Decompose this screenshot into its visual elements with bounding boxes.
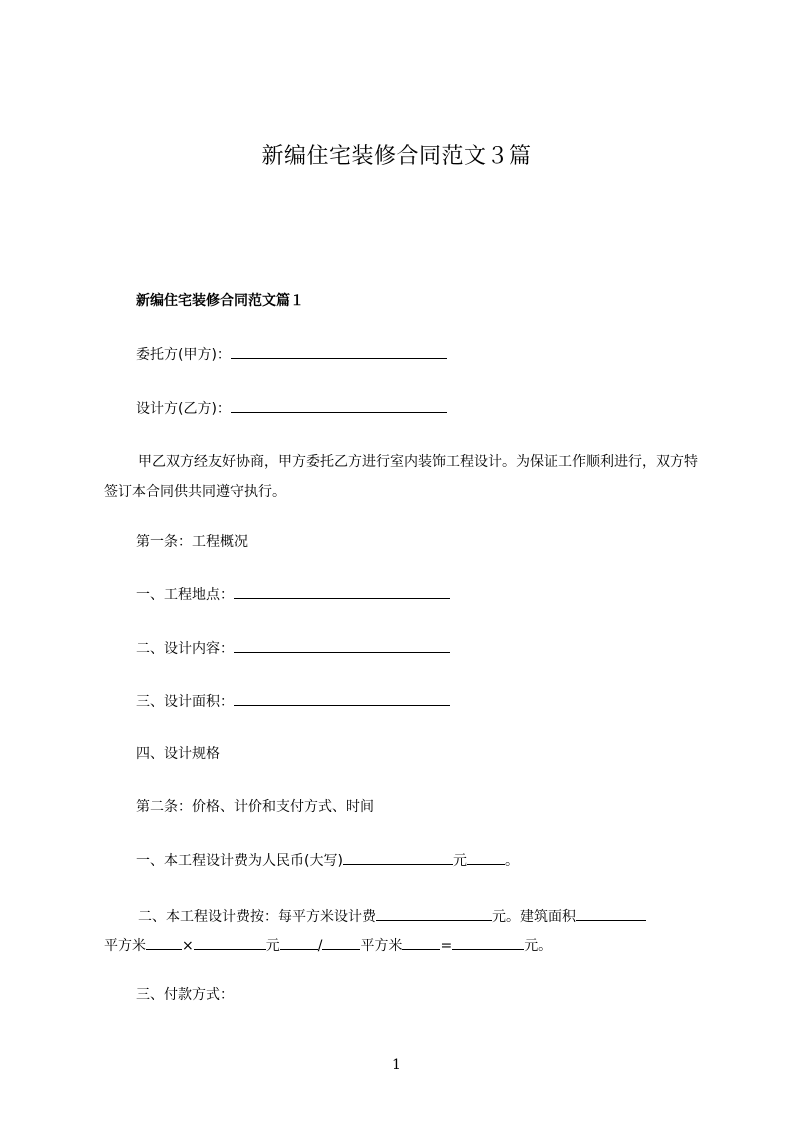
fee-amount-blank[interactable] — [343, 850, 453, 865]
fee-unit: 元 — [452, 853, 467, 869]
calc-times: × — [182, 938, 194, 954]
fee-end: 。 — [504, 853, 519, 869]
content-line — [136, 638, 450, 659]
location-blank[interactable] — [234, 584, 450, 599]
fee-prefix: 一、本工程设计费为人民币(大写) — [136, 853, 343, 869]
fee-extra-blank[interactable] — [467, 850, 505, 865]
yuan-blank[interactable] — [280, 935, 318, 950]
spec-line: 四、设计规格 — [136, 746, 220, 762]
payment-line: 三、付款方式： — [136, 987, 234, 1003]
calc-line-2 — [104, 932, 704, 961]
fee-line — [136, 850, 519, 871]
divisor-blank[interactable] — [322, 935, 360, 950]
building-area-blank[interactable] — [576, 906, 646, 921]
location-label: 一、工程地点： — [136, 587, 234, 603]
document-title: 新编住宅装修合同范文３篇 — [261, 144, 532, 169]
location-line — [136, 584, 450, 605]
result-blank[interactable] — [452, 935, 524, 950]
calc-equals: = — [440, 938, 453, 954]
calc-prefix: 二、本工程设计费按：每平方米设计费 — [138, 909, 376, 925]
calc-unit-sqm: 平方米 — [104, 938, 146, 954]
area-label: 三、设计面积： — [136, 694, 234, 710]
area-blank[interactable] — [234, 691, 450, 706]
section-heading: 新编住宅装修合同范文篇１ — [136, 293, 304, 309]
page-number: 1 — [392, 1057, 401, 1073]
sqm-blank[interactable] — [146, 935, 182, 950]
calc-slash: / — [317, 938, 323, 954]
client-line — [136, 344, 447, 365]
calc-sqm2: 平方米 — [360, 938, 403, 954]
content-blank[interactable] — [234, 638, 450, 653]
area-line — [136, 691, 450, 712]
calc-end: 元。 — [524, 938, 553, 954]
designer-line — [136, 398, 447, 419]
article-1-heading: 第一条：工程概况 — [136, 534, 248, 550]
rate-blank[interactable] — [376, 906, 492, 921]
article-2-heading: 第二条：价格、计价和支付方式、时间 — [136, 799, 374, 815]
content-label: 二、设计内容： — [136, 641, 234, 657]
calc-mid: 元。建筑面积 — [492, 909, 576, 925]
calc-yuan: 元 — [265, 938, 280, 954]
designer-blank[interactable] — [231, 398, 447, 413]
intro-paragraph: 甲乙双方经友好协商，甲方委托乙方进行室内装饰工程设计。为保证工作顺利进行，双方特签订本合同供共同遵守执行。 — [104, 454, 698, 500]
client-label: 委托方(甲方)： — [136, 347, 231, 363]
client-blank[interactable] — [231, 344, 447, 359]
designer-label: 设计方(乙方)： — [136, 401, 231, 417]
sqm2-blank[interactable] — [402, 935, 440, 950]
calc-paragraph — [104, 903, 704, 961]
multiplier-blank[interactable] — [194, 935, 266, 950]
calc-line-1 — [104, 903, 704, 932]
